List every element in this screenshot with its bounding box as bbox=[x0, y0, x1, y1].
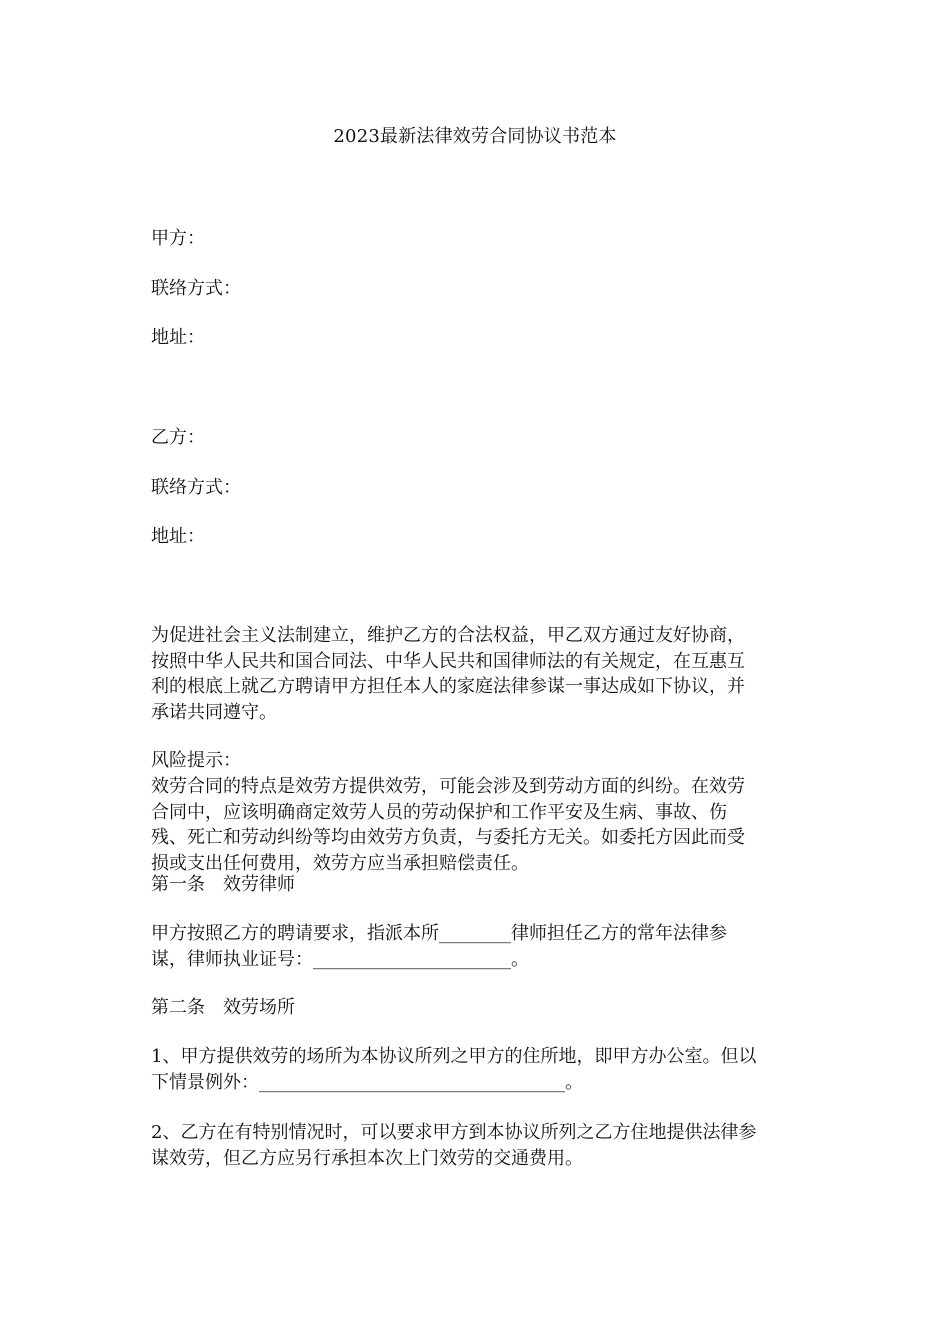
risk-paragraph bbox=[151, 774, 791, 876]
preamble-line: 利的根底上就乙方聘请甲方担任本人的家庭法律参谋一事达成如下协议，并 bbox=[151, 676, 745, 698]
risk-line: 合同中，应该明确商定效劳人员的劳动保护和工作平安及生病、事故、伤 bbox=[151, 801, 727, 823]
risk-line: 残、死亡和劳动纠纷等均由效劳方负责，与委托方无关。如委托方因此而受 bbox=[151, 827, 745, 849]
preamble-line: 承诺共同遵守。 bbox=[151, 701, 277, 723]
article-2-clause-1 bbox=[151, 1044, 791, 1095]
article-1-paragraph bbox=[151, 921, 791, 972]
party-b-address-label: 地址： bbox=[151, 526, 205, 547]
article-1-heading: 第一条 效劳律师 bbox=[151, 874, 295, 895]
article-2-clause-1-line: 1、甲方提供效劳的场所为本协议所列之甲方的住所地，即甲方办公室。但以 bbox=[151, 1046, 757, 1067]
party-b-name-label: 乙方： bbox=[151, 427, 205, 448]
party-b-contact-label: 联络方式： bbox=[151, 477, 241, 498]
article-2-clause-2-line: 2、乙方在有特别情况时，可以要求甲方到本协议所列之乙方住地提供法律参 bbox=[151, 1122, 757, 1143]
party-a-contact-label: 联络方式： bbox=[151, 278, 241, 299]
risk-line: 效劳合同的特点是效劳方提供效劳，可能会涉及到劳动方面的纠纷。在效劳 bbox=[151, 776, 745, 797]
risk-line: 损或支出任何费用，效劳方应当承担赔偿责任。 bbox=[151, 852, 529, 874]
article-2-clause-2-line: 谋效劳，但乙方应另行承担本次上门效劳的交通费用。 bbox=[151, 1147, 583, 1169]
article-2-heading: 第二条 效劳场所 bbox=[151, 997, 295, 1018]
article-1-line: 谋，律师执业证号：______________________。 bbox=[151, 948, 529, 970]
article-1-line: 甲方按照乙方的聘请要求，指派本所________律师担任乙方的常年法律参 bbox=[151, 923, 727, 944]
risk-heading: 风险提示： bbox=[151, 750, 241, 771]
article-2-clause-1-line: 下情景例外：__________________________________。 bbox=[151, 1071, 583, 1093]
document-title: 2023最新法律效劳合同协议书范本 bbox=[333, 126, 617, 147]
party-a-name-label: 甲方： bbox=[151, 228, 205, 249]
preamble-paragraph bbox=[151, 623, 791, 725]
article-2-clause-2 bbox=[151, 1120, 791, 1171]
preamble-line: 按照中华人民共和国合同法、中华人民共和国律师法的有关规定，在互惠互 bbox=[151, 650, 745, 672]
preamble-line: 为促进社会主义法制建立，维护乙方的合法权益，甲乙双方通过友好协商， bbox=[151, 625, 745, 646]
party-a-address-label: 地址： bbox=[151, 327, 205, 348]
